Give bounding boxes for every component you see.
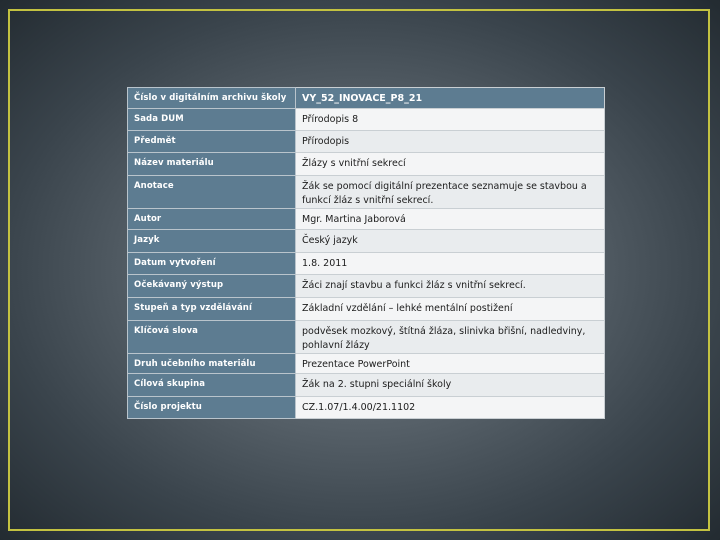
- table-row: [128, 397, 605, 419]
- row-value: Mgr. Martina Jaborová: [296, 209, 605, 230]
- table-row: [128, 230, 605, 253]
- row-value: CZ.1.07/1.4.00/21.1102: [296, 397, 605, 419]
- row-label: Očekávaný výstup: [128, 275, 296, 298]
- row-label: Jazyk: [128, 230, 296, 253]
- table-row: [128, 176, 605, 209]
- row-label: Předmět: [128, 131, 296, 153]
- row-value: Žlázy s vnitřní sekrecí: [296, 153, 605, 176]
- row-value: podvěsek mozkový, štítná žláza, slinivka břišní, nadledviny, pohlavní žlázy: [296, 321, 605, 354]
- row-label: Stupeň a typ vzdělávání: [128, 298, 296, 321]
- row-label: Autor: [128, 209, 296, 230]
- table-row: [128, 153, 605, 176]
- table-row: [128, 354, 605, 374]
- row-label: Klíčová slova: [128, 321, 296, 354]
- metadata-table: [127, 87, 605, 419]
- row-label: Sada DUM: [128, 109, 296, 131]
- row-value: Prezentace PowerPoint: [296, 354, 605, 374]
- row-value: Žáci znají stavbu a funkci žláz s vnitřní sekrecí.: [296, 275, 605, 298]
- row-label: Datum vytvoření: [128, 253, 296, 275]
- row-value: Český jazyk: [296, 230, 605, 253]
- table-row: [128, 275, 605, 298]
- row-value: Žák na 2. stupni speciální školy: [296, 374, 605, 397]
- row-value: 1.8. 2011: [296, 253, 605, 275]
- row-value: VY_52_INOVACE_P8_21: [296, 88, 605, 109]
- table-row: [128, 131, 605, 153]
- row-label: Cílová skupina: [128, 374, 296, 397]
- row-label: Číslo v digitálním archivu školy: [128, 88, 296, 109]
- table-row: [128, 209, 605, 230]
- row-value: Přírodopis 8: [296, 109, 605, 131]
- row-label: Číslo projektu: [128, 397, 296, 419]
- table-row: [128, 109, 605, 131]
- table-row: [128, 321, 605, 354]
- row-label: Název materiálu: [128, 153, 296, 176]
- row-value: Přírodopis: [296, 131, 605, 153]
- table-row: [128, 298, 605, 321]
- table-row: [128, 88, 605, 109]
- table-row: [128, 253, 605, 275]
- row-value: Základní vzdělání – lehké mentální postižení: [296, 298, 605, 321]
- row-label: Druh učebního materiálu: [128, 354, 296, 374]
- row-value: Žák se pomocí digitální prezentace seznamuje se stavbou a funkcí žláz s vnitřní sekrecí.: [296, 176, 605, 209]
- table-row: [128, 374, 605, 397]
- row-label: Anotace: [128, 176, 296, 209]
